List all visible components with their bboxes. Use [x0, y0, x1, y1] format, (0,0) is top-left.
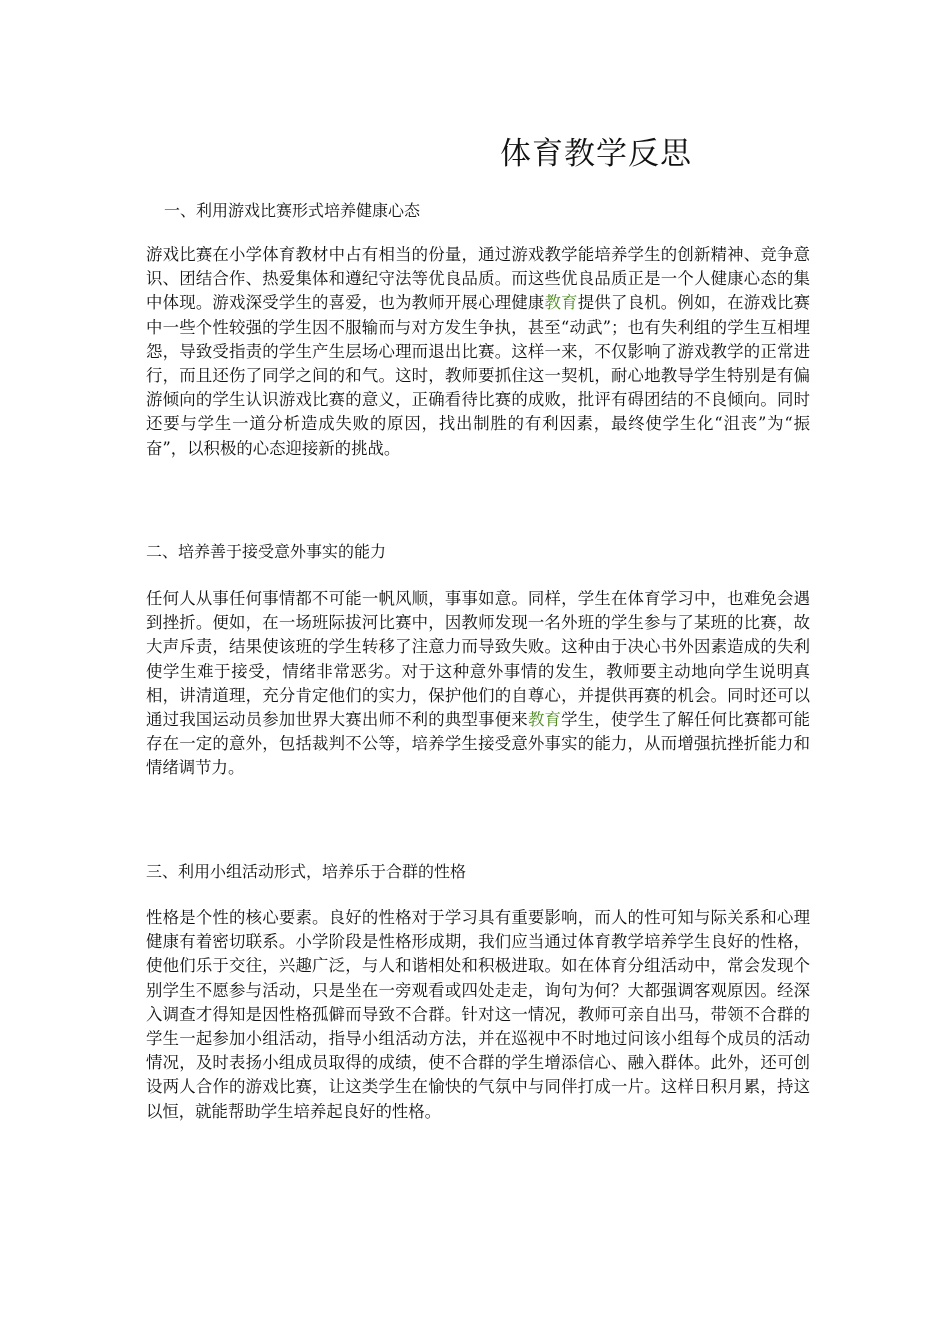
- section-1-text-before-link: 游戏比赛在小学体育教材中占有相当的份量，通过游戏教学能培养学生的创新精神、竞争意识、团结合作、热爱集体和遵纪守法等优良品质。而这些优良品质正是一个人健康心态的集中体现。游戏深受学生的喜爱，也为教师开展心理健康: [146, 245, 810, 313]
- section-2-heading: 二、培养善于接受意外事实的能力: [146, 542, 387, 561]
- section-1-education-link[interactable]: 教育: [544, 293, 578, 313]
- section-2-text-before-link: 任何人从事任何事情都不可能一帆风顺，事事如意。同样，学生在体育学习中，也难免会遇到挫折。便如，在一场班际拔河比赛中，因教师发现一名外班的学生参与了某班的比赛，故大声斥责，结果使该班的学生转移了注意力而导致失败。这种由于决心书外因素造成的失利使学生难于接受，情绪非常恶劣。对于这种意外事情的发生，教师要主动地向学生说明真相，讲清道理，充分肯定他们的实力，保护他们的自尊心，并提供再赛的机会。同时还可以通过我国运动员参加世界大赛出师不利的典型事便来: [146, 589, 810, 730]
- section-1-text-after-link: 提供了良机。例如，在游戏比赛中一些个性较强的学生因不服输而与对方发生争执，甚至“动武”；也有失利组的学生互相埋怨，导致受指责的学生产生层场心理而退出比赛。这样一来，不仅影响了游戏教学的正常进行，而且还伤了同学之间的和气。这时，教师要抓住这一契机，耐心地教导学生特别是有偏游倾向的学生认识游戏比赛的意义，正确看待比赛的成败，批评有碍团结的不良倾向。同时还要与学生一道分析造成失败的原因，找出制胜的有利因素，最终使学生化“沮丧”为“振奋”，以积极的心态迎接新的挑战。: [146, 293, 811, 458]
- section-3-heading: 三、利用小组活动形式，培养乐于合群的性格: [146, 862, 467, 881]
- section-1-paragraph: [146, 243, 810, 461]
- document-title: 体育教学反思: [500, 136, 692, 172]
- section-2-education-link[interactable]: 教育: [527, 710, 562, 730]
- section-2-paragraph: [146, 587, 810, 781]
- section-2-text-after-link: 学生，使学生了解任何比赛都可能存在一定的意外，包括裁判不公等，培养学生接受意外事实的能力，从而增强抗挫折能力和情绪调节力。: [146, 710, 811, 778]
- section-3-paragraph: 性格是个性的核心要素。良好的性格对于学习具有重要影响，而人的性可知与际关系和心理健康有着密切联系。小学阶段是性格形成期，我们应当通过体育教学培养学生良好的性格，使他们乐于交往，兴趣广泛，与人和谐相处和积极进取。如在体育分组活动中，常会发现个别学生不愿参与活动，只是坐在一旁观看或四处走走，询句为何？大都强调客观原因。经深入调查才得知是因性格孤僻而导致不合群。针对这一情况，教师可亲自出马，带领不合群的学生一起参加小组活动，指导小组活动方法，并在巡视中不时地过问该小组每个成员的活动情况，及时表扬小组成员取得的成绩，使不合群的学生增添信心、融入群体。此外，还可创设两人合作的游戏比赛，让这类学生在愉快的气氛中与同伴打成一片。这样日积月累，持这以恒，就能帮助学生培养起良好的性格。: [146, 908, 810, 1121]
- section-1-heading: 一、利用游戏比赛形式培养健康心态: [164, 201, 421, 220]
